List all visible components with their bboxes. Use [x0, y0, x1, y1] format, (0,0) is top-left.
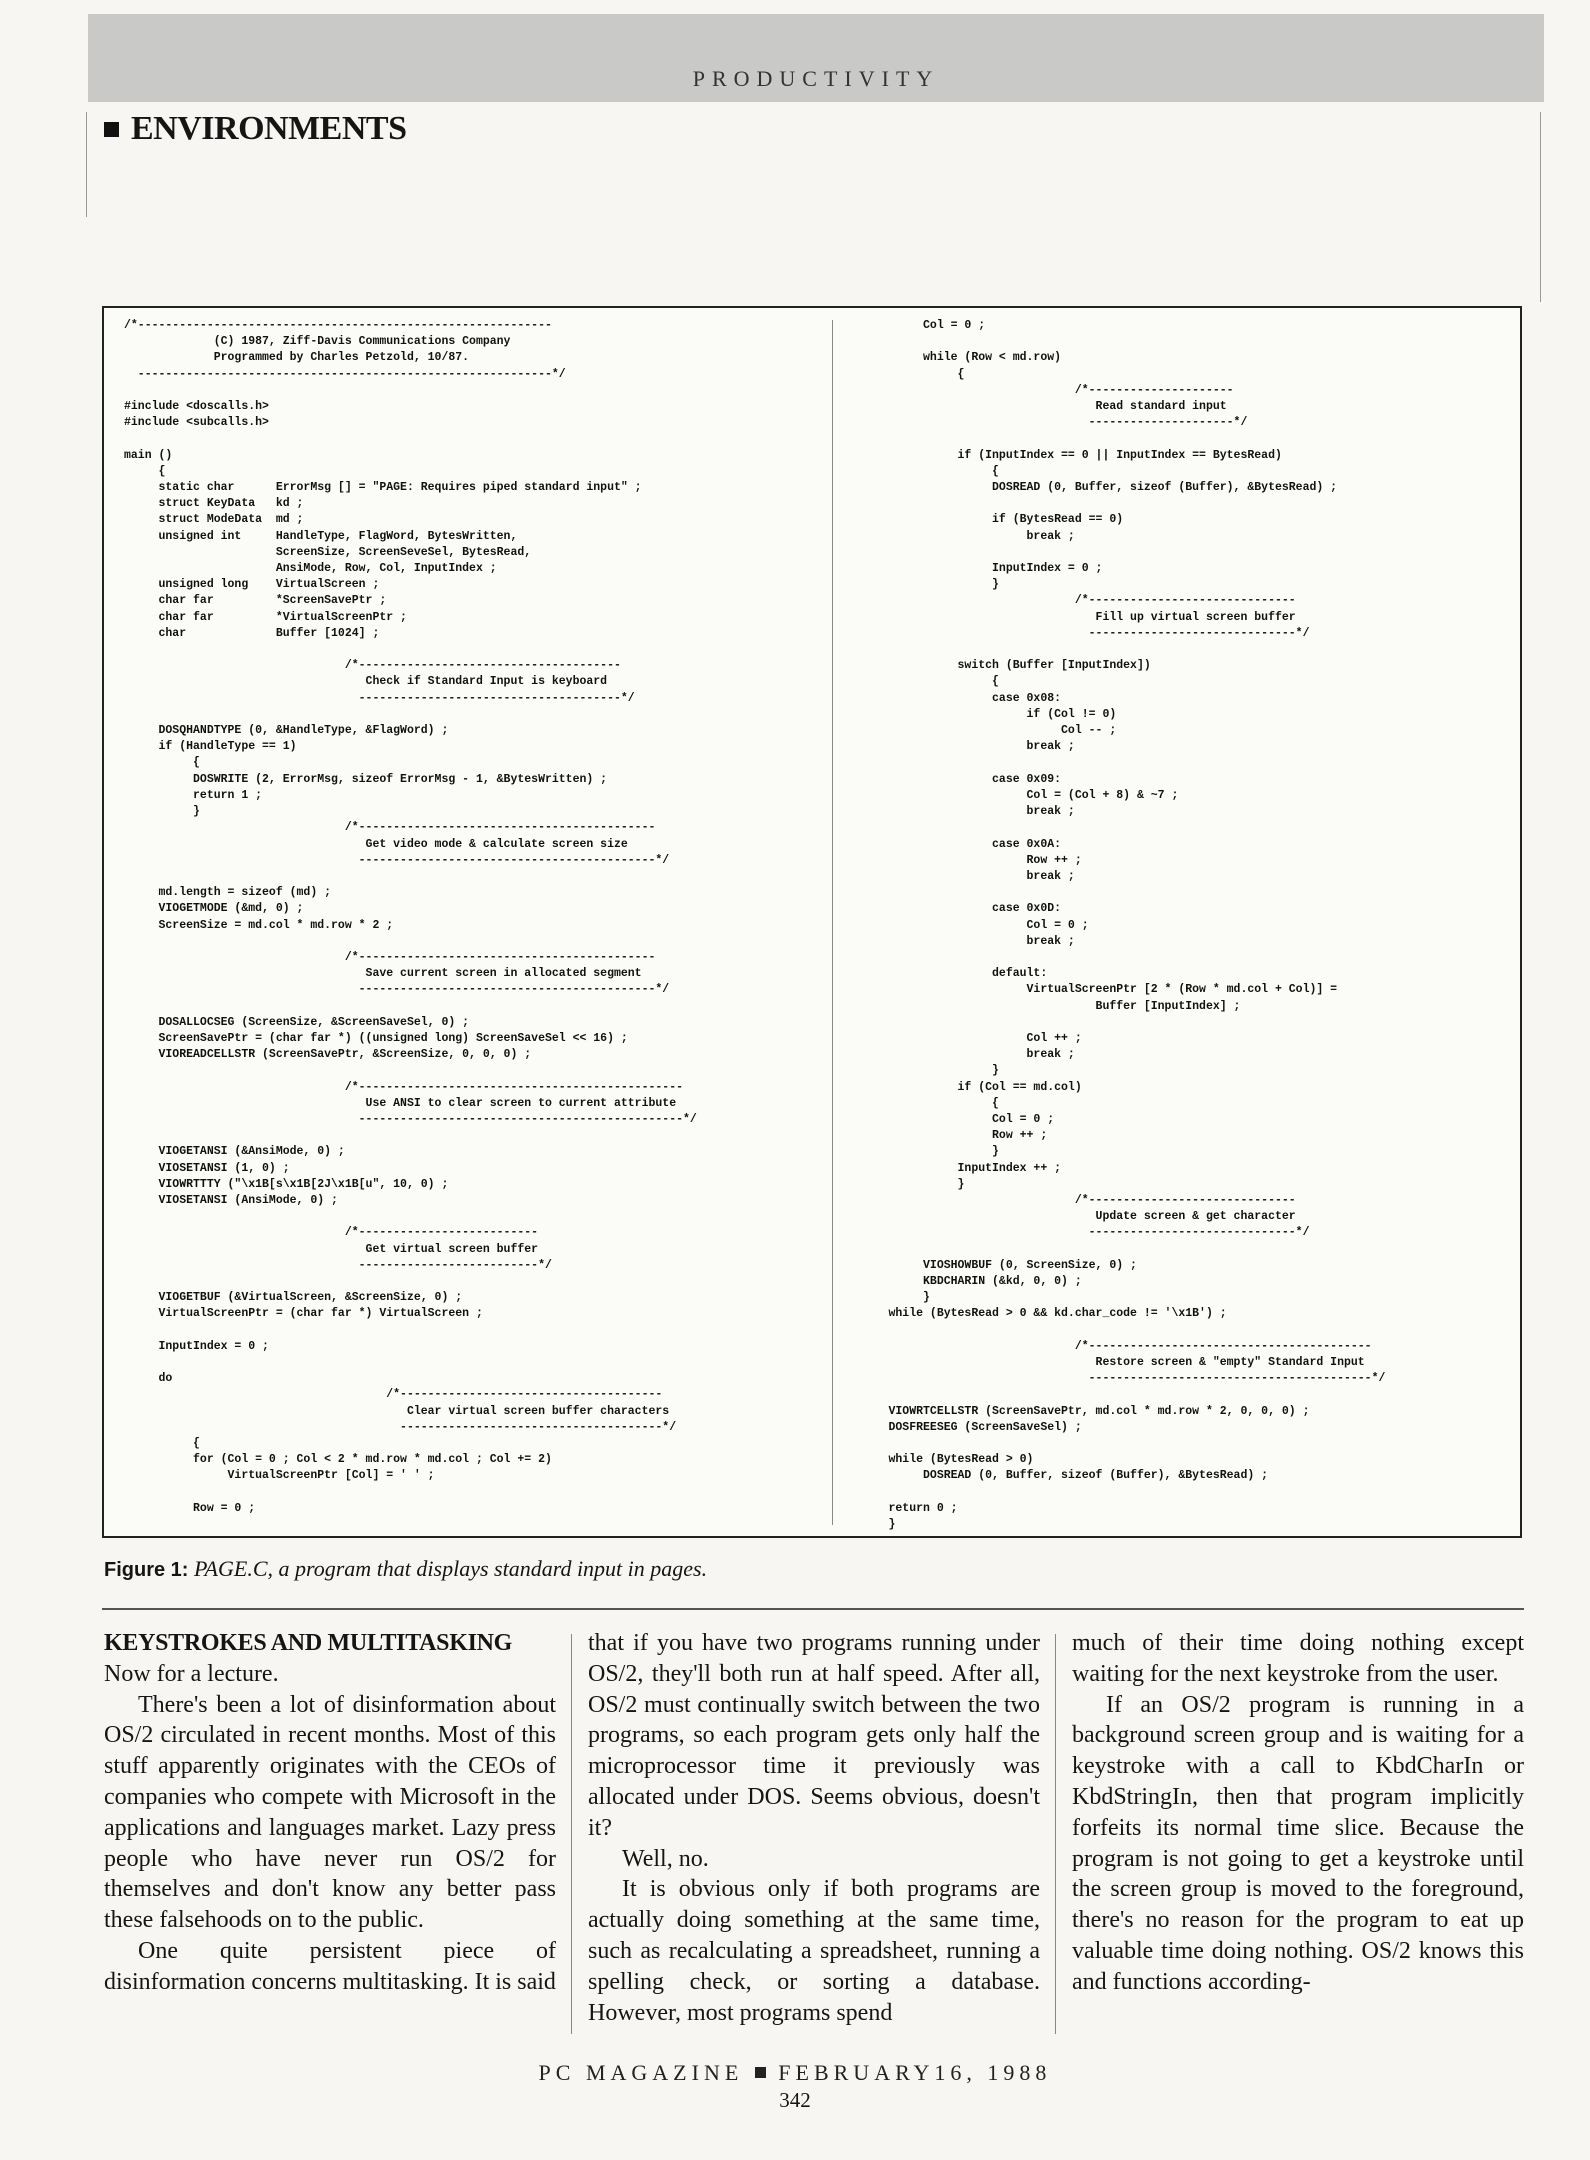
- figure-caption: [104, 1556, 1524, 1582]
- column-rule: [571, 1634, 572, 2034]
- code-listing-left: /*------------------------------------------------------------ (C) 1987, Ziff-Davis Communications Company Programmed by Charles Petzold, 10/87. ------------------------------------------------------------*/ #include <doscalls.h> #include <subcalls.h> main () { static char ErrorMsg [] = "PAGE: Requires piped standard input" ; struct KeyData kd ; struct ModeData md ; unsigned int HandleType, FlagWord, BytesWritten, ScreenSize, ScreenSeveSel, BytesRead, AnsiMode, Row, Col, InputIndex ; unsigned long VirtualScreen ; char far *ScreenSavePtr ; char far *VirtualScreenPtr ; char Buffer [1024] ; /*-------------------------------------- Check if Standard Input is keyboard --------------------------------------*/ DOSQHANDTYPE (0, &HandleType, &FlagWord) ; if (HandleType == 1) { DOSWRITE (2, ErrorMsg, sizeof ErrorMsg - 1, &BytesWritten) ; return 1 ; } /*------------------------------------------- Get video mode & calculate screen size -------------------------------------------*/ md.length = sizeof (md) ; VIOGETMODE (&md, 0) ; ScreenSize = md.col * md.row * 2 ; /*------------------------------------------- Save current screen in allocated segment -------------------------------------------*/ DOSALLOCSEG (ScreenSize, &ScreenSaveSel, 0) ; ScreenSavePtr = (char far *) ((unsigned long) ScreenSaveSel << 16) ; VIOREADCELLSTR (ScreenSavePtr, &ScreenSize, 0, 0, 0) ; /*----------------------------------------------- Use ANSI to clear screen to current attribute -----------------------------------------------*/ VIOGETANSI (&AnsiMode, 0) ; VIOSETANSI (1, 0) ; VIOWRTTTY ("\x1B[s\x1B[2J\x1B[u", 10, 0) ; VIOSETANSI (AnsiMode, 0) ; /*-------------------------- Get virtual screen buffer --------------------------*/ VIOGETBUF (&VirtualScreen, &ScreenSize, 0) ; VirtualScreenPtr = (char far *) VirtualScreen ; InputIndex = 0 ; do /*-------------------------------------- Clear virtual screen buffer characters --------------------------------------*/ { for (Col = 0 ; Col < 2 * md.row * md.col ; Col += 2) VirtualScreenPtr [Col] = ' ' ; Row = 0 ;: [124, 319, 697, 1515]
- square-bullet-icon: [104, 122, 119, 137]
- caption-text: PAGE.C, a program that displays standard input in pages.: [193, 1556, 708, 1581]
- paragraph: Now for a lecture.: [104, 1660, 279, 1687]
- code-column-divider: [832, 320, 833, 1525]
- paragraph: It is obvious only if both programs are actually doing something at the same time, such as recalculating a spreadsheet, running a spelling check, or sorting a database. However, most programs spend: [588, 1876, 1040, 2026]
- margin-rule-left: [86, 112, 87, 217]
- article-column-1: [104, 1628, 556, 1998]
- paragraph: If an OS/2 program is running in a background screen group and is waiting for a keystroke with a call to KbdCharIn or KbdStringIn, then that program implicitly forfeits its normal time slice. Because the program is not going to get a keystroke until the screen group is moved to the foreground, there's no reason for the program to eat up valuable time doing nothing. OS/2 knows this and functions according-: [1072, 1691, 1524, 1995]
- article-column-2: [588, 1628, 1040, 2028]
- caption-label: Figure 1:: [104, 1559, 189, 1581]
- page-footer: [0, 2060, 1590, 2086]
- margin-rule-right: [1540, 112, 1541, 302]
- article-column-3: [1072, 1628, 1524, 1998]
- paragraph: that if you have two programs running under OS/2, they'll both run at half speed. After all, OS/2 must continually switch between the two programs, so each program gets only half the microprocessor time it previously was allocated under DOS. Seems obvious, doesn't it?: [588, 1630, 1040, 1841]
- page-number: 342: [779, 2088, 811, 2112]
- figure-code-listing: [102, 306, 1522, 1538]
- issue-date: FEBRUARY16, 1988: [778, 2060, 1052, 2085]
- caption-rule: [102, 1608, 1524, 1610]
- section-label: PRODUCTIVITY: [692, 66, 940, 91]
- department-heading: [104, 110, 406, 148]
- column-rule: [1055, 1634, 1056, 2034]
- paragraph: There's been a lot of disinformation about OS/2 circulated in recent months. Most of this stuff apparently originates with the CEOs of companies who compete with Microsoft in the applications and languages market. Lazy press people who have never run OS/2 for themselves and don't know any better pass these falsehoods on to the public.: [104, 1691, 556, 1934]
- department-title: ENVIRONMENTS: [131, 110, 407, 147]
- paragraph: One quite persistent piece of disinformation concerns multitasking. It is said: [104, 1937, 556, 1995]
- article-heading: KEYSTROKES AND MULTITASKING: [104, 1630, 513, 1656]
- paragraph: Well, no.: [622, 1845, 709, 1872]
- paragraph: much of their time doing nothing except waiting for the next keystroke from the user.: [1072, 1630, 1524, 1687]
- square-bullet-icon: [755, 2067, 766, 2078]
- code-listing-right: Col = 0 ; while (Row < md.row) { /*--------------------- Read standard input ---------------------*/ if (InputIndex == 0 || InputIndex == BytesRead) { DOSREAD (0, Buffer, sizeof (Buffer), &BytesRead) ; if (BytesRead == 0) break ; InputIndex = 0 ; } /*------------------------------ Fill up virtual screen buffer ------------------------------*/ switch (Buffer [InputIndex]) { case 0x08: if (Col != 0) Col -- ; break ; case 0x09: Col = (Col + 8) & ~7 ; break ; case 0x0A: Row ++ ; break ; case 0x0D: Col = 0 ; break ; default: VirtualScreenPtr [2 * (Row * md.col + Col)] = Buffer [InputIndex] ; Col ++ ; break ; } if (Col == md.col) { Col = 0 ; Row ++ ; } InputIndex ++ ; } /*------------------------------ Update screen & get character ------------------------------*/ VIOSHOWBUF (0, ScreenSize, 0) ; KBDCHARIN (&kd, 0, 0) ; } while (BytesRead > 0 && kd.char_code != '\x1B') ; /*----------------------------------------- Restore screen & "empty" Standard Input -----------------------------------------*/ VIOWRTCELLSTR (ScreenSavePtr, md.col * md.row * 2, 0, 0, 0) ; DOSFREESEG (ScreenSaveSel) ; while (BytesRead > 0) DOSREAD (0, Buffer, sizeof (Buffer), &BytesRead) ; return 0 ; }: [888, 319, 1386, 1532]
- magazine-name: PC MAGAZINE: [538, 2060, 744, 2085]
